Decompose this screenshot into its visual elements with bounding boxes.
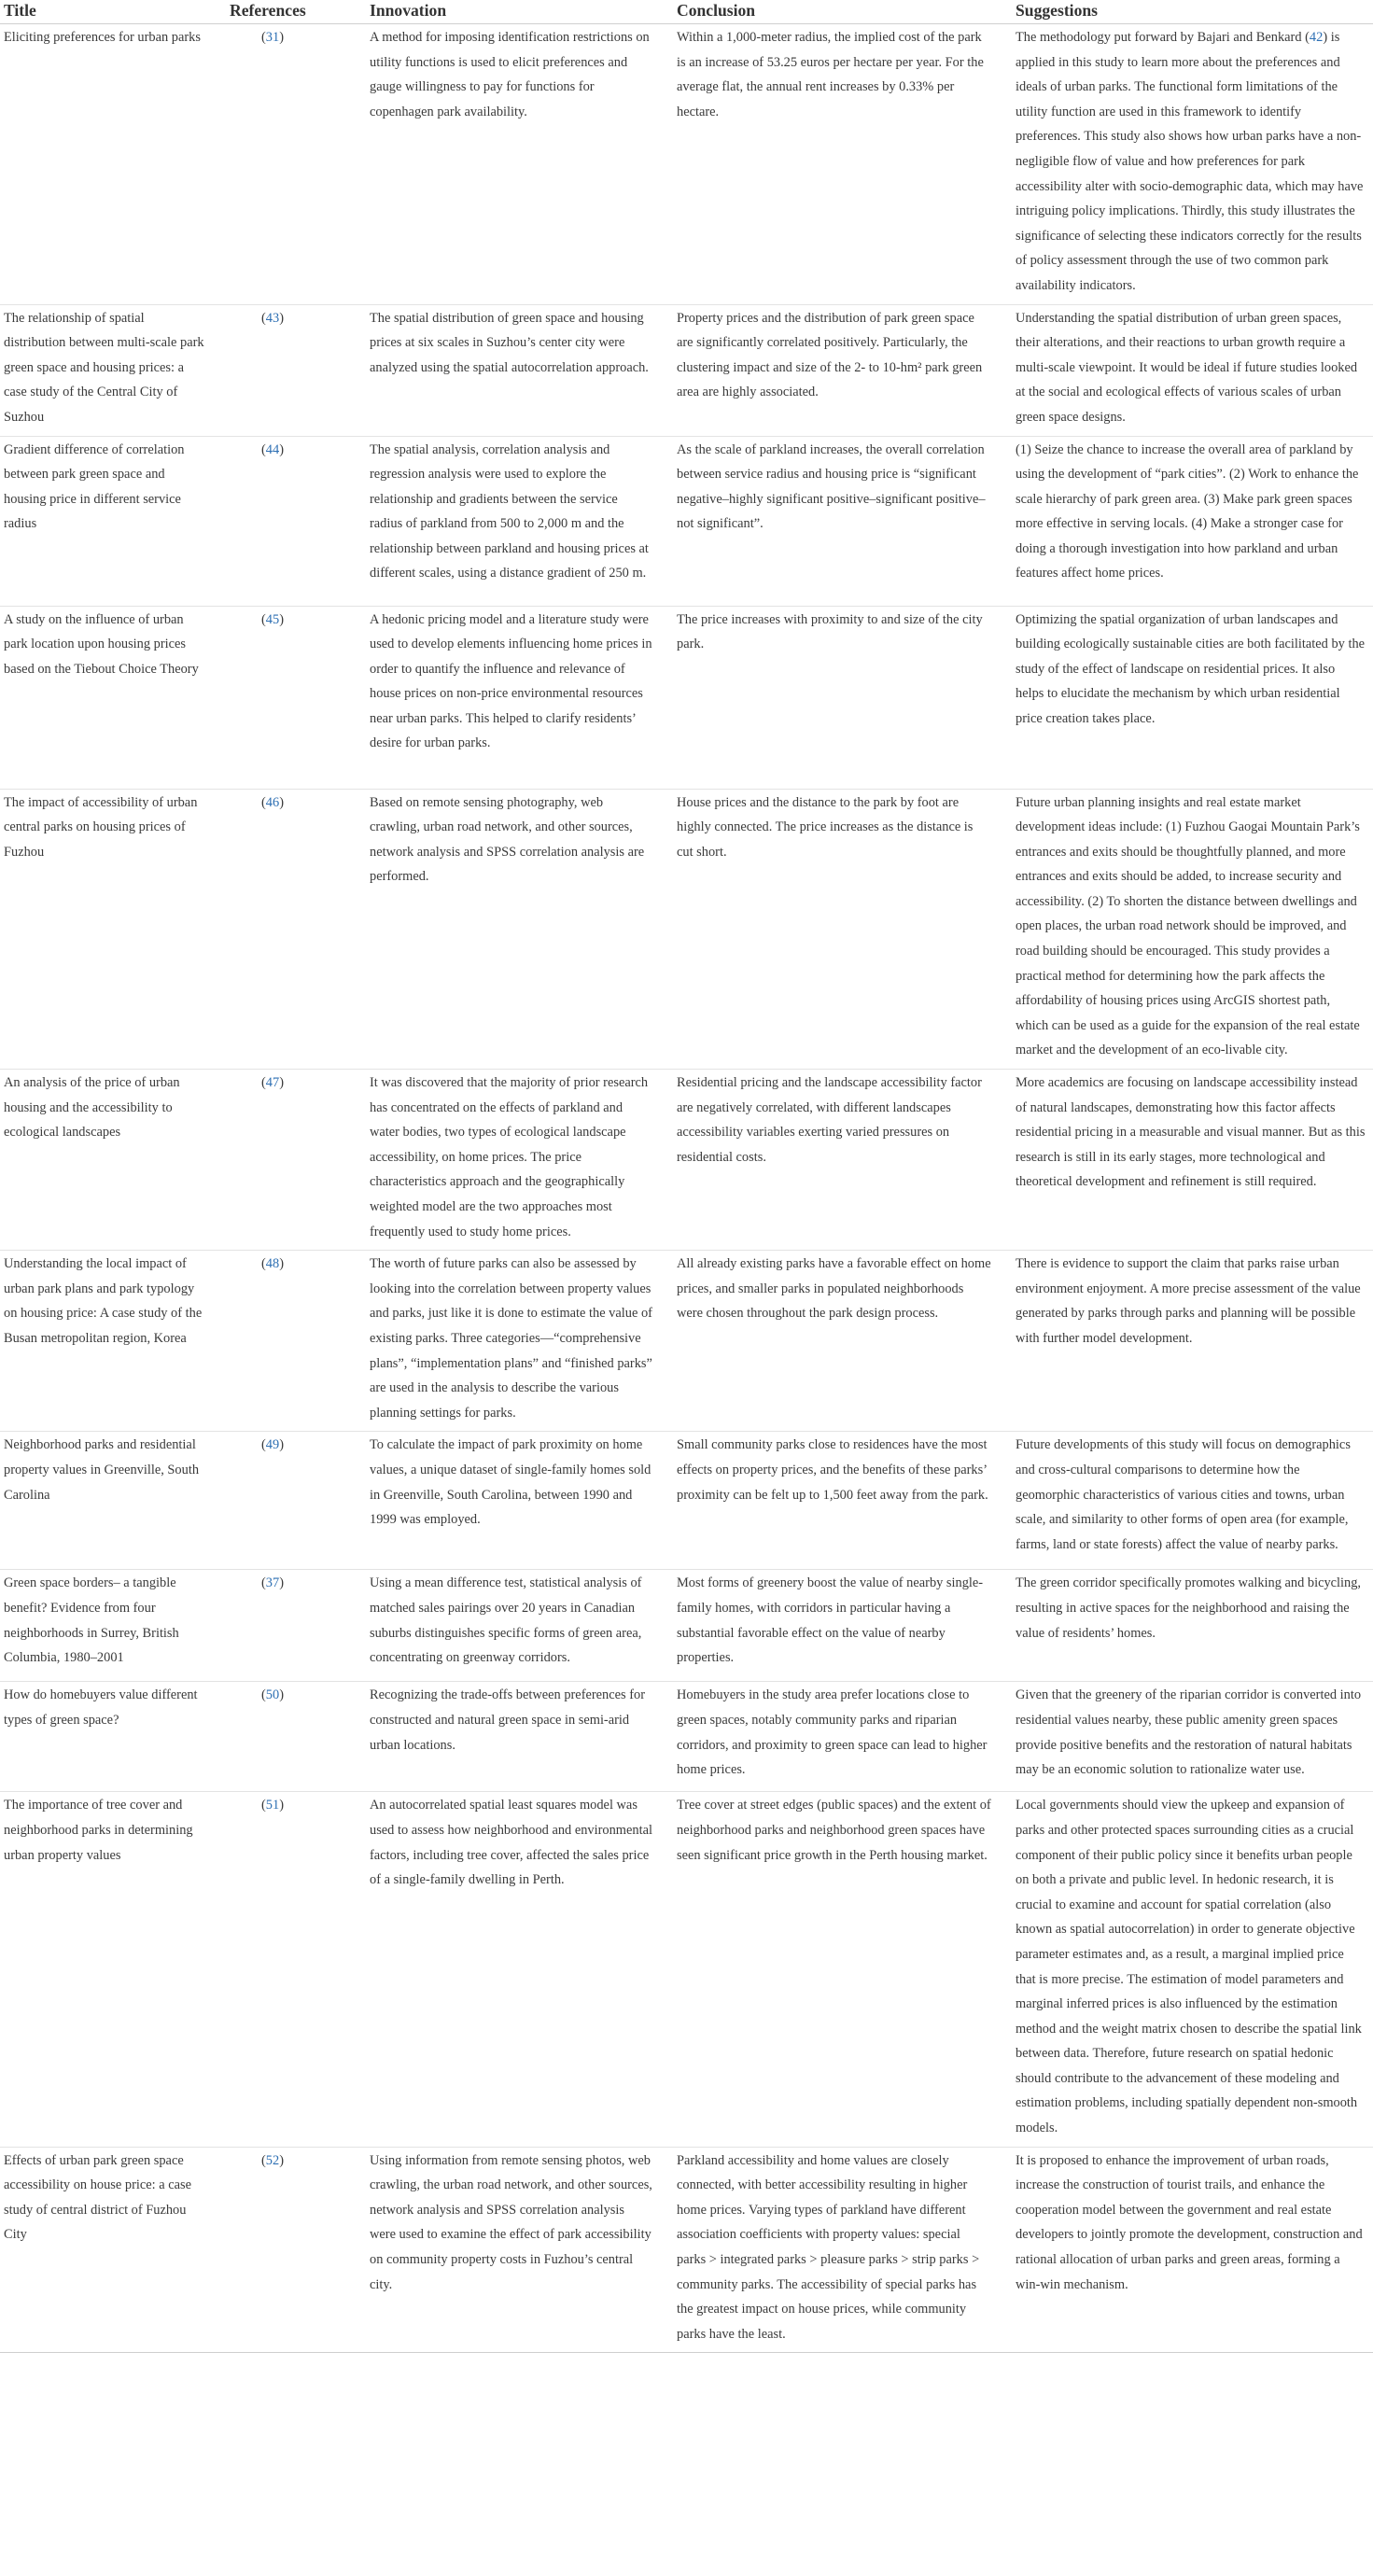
- reference-link[interactable]: 43: [265, 310, 280, 326]
- row-suggestions: Local governments should view the upkeep and expansion of parks and other protected spaces surrounding cities as a crucial component of their public policy since it benefits urban people on both a private and public level. In hedonic research, it is crucial to examine and account for spatial correlation (also known as spatial autocorrelation) in order to generate objective parameter estimates and, as a result, a marginal implied price that is more precise. The estimation of model parameters and marginal inferred prices is also influenced by the estimation method and the weight matrix chosen to describe the spatial link between data. Therefore, future research on spatial hedonic should contribute to the advancement of these modeling and estimation problems, including spatially dependent non-smooth models.: [1012, 1792, 1373, 2147]
- row-suggestions: [1012, 24, 1373, 305]
- row-conclusion: Parkland accessibility and home values are closely connected, with better accessibility resulting in higher home prices. Varying types of parkland have different association coefficients with property values: special parks > integrated parks > pleasure parks > strip parks > community parks. The accessibility of special parks has the greatest impact on house prices, while community parks have the least.: [673, 2147, 1012, 2353]
- row-title: Gradient difference of correlation between park green space and housing price in different service radius: [0, 436, 226, 606]
- row-title: Understanding the local impact of urban park plans and park typology on housing price: A case study of the Busan metropolitan region, Korea: [0, 1251, 226, 1432]
- row-conclusion: Within a 1,000-meter radius, the implied cost of the park is an increase of 53.25 euros per hectare per year. For the average flat, the annual rent increases by 0.33% per hectare.: [673, 24, 1012, 305]
- row-title: How do homebuyers value different types of green space?: [0, 1682, 226, 1792]
- header-row: [0, 0, 1373, 24]
- row-conclusion: Most forms of greenery boost the value of nearby single-family homes, with corridors in particular having a substantial favorable effect on the value of nearby properties.: [673, 1570, 1012, 1682]
- reference-link[interactable]: 46: [265, 794, 280, 810]
- row-title: The importance of tree cover and neighborhood parks in determining urban property values: [0, 1792, 226, 2147]
- row-title: An analysis of the price of urban housing and the accessibility to ecological landscapes: [0, 1070, 226, 1251]
- table-row: Gradient difference of correlation between park green space and housing price in different service radius (44) The spatial analysis, correlation analysis and regression analysis were used to explore the relationship and gradients between the service radius of parkland from 500 to 2,000 m and the relationship between parkland and housing prices at different scales, using a distance gradient of 250 m. As the scale of parkland increases, the overall correlation between service radius and housing price is “significant negative–highly significant positive–significant positive–not significant”. (1) Seize the chance to increase the overall area of parkland by using the development of “park cities”. (2) Work to enhance the scale hierarchy of park green area. (3) Make park green spaces more effective in serving locals. (4) Make a stronger case for doing a thorough investigation into how parkland and urban features affect home prices.: [0, 436, 1373, 606]
- reference-link[interactable]: 45: [265, 611, 280, 627]
- table-row: A study on the influence of urban park location upon housing prices based on the Tiebout Choice Theory (45) A hedonic pricing model and a literature study were used to develop elements influencing home prices in order to quantify the influence and relevance of house prices on non-price environmental resources near urban parks. This helped to clarify residents’ desire for urban parks. The price increases with proximity to and size of the city park. Optimizing the spatial organization of urban landscapes and building ecologically sustainable cities are both facilitated by the study of the effect of landscape on residential prices. It also helps to elucidate the mechanism by which urban residential price creation takes place.: [0, 606, 1373, 789]
- table-row: Effects of urban park green space accessibility on house price: a case study of central district of Fuzhou City (52) Using information from remote sensing photos, web crawling, the urban road network, and other sources, network analysis and SPSS correlation analysis were used to examine the effect of park accessibility on community property costs in Fuzhou’s central city. Parkland accessibility and home values are closely connected, with better accessibility resulting in higher home prices. Varying types of parkland have different association coefficients with property values: special parks > integrated parks > pleasure parks > strip parks > community parks. The accessibility of special parks has the greatest impact on house prices, while community parks have the least. It is proposed to enhance the improvement of urban roads, increase the construction of tourist trails, and enhance the cooperation model between the government and real estate developers to jointly promote the development, construction and rational allocation of urban parks and green areas, forming a win-win mechanism.: [0, 2147, 1373, 2353]
- reference-link[interactable]: 52: [265, 2152, 280, 2168]
- suggestions-text-start: The methodology put forward by Bajari and Benkard (: [1016, 30, 1310, 45]
- row-conclusion: Homebuyers in the study area prefer locations close to green spaces, notably community parks and riparian corridors, and proximity to green space can lead to higher home prices.: [673, 1682, 1012, 1792]
- row-title: Effects of urban park green space accessibility on house price: a case study of central district of Fuzhou City: [0, 2147, 226, 2353]
- row-conclusion: Property prices and the distribution of park green space are significantly correlated positively. Particularly, the clustering impact and size of the 2- to 10-hm² park green area are highly associated.: [673, 304, 1012, 436]
- table-row: Neighborhood parks and residential property values in Greenville, South Carolina (49) To calculate the impact of park proximity on home values, a unique dataset of single-family homes sold in Greenville, South Carolina, between 1990 and 1999 was employed. Small community parks close to residences have the most effects on property prices, and the benefits of these parks’ proximity can be felt up to 1,500 feet away from the park. Future developments of this study will focus on demographics and cross-cultural comparisons to determine how the geomorphic characteristics of various cities and towns, urban scale, and similarity to other forms of open area (for example, farms, land or state forests) affect the value of nearby parks.: [0, 1432, 1373, 1570]
- row-conclusion: Small community parks close to residences have the most effects on property prices, and the benefits of these parks’ proximity can be felt up to 1,500 feet away from the park.: [673, 1432, 1012, 1570]
- table-row: The impact of accessibility of urban central parks on housing prices of Fuzhou (46) Based on remote sensing photography, web crawling, urban road network, and other sources, network analysis and SPSS correlation analysis are performed. House prices and the distance to the park by foot are highly connected. The price increases as the distance is cut short. Future urban planning insights and real estate market development ideas include: (1) Fuzhou Gaogai Mountain Park’s entrances and exits should be thoughtfully planned, and more entrances and exits should be added, to increase security and accessibility. (2) To shorten the distance between dwellings and open places, the urban road network should be improved, and road building should be encouraged. This study provides a practical method for determining how the park affects the affordability of housing prices using ArcGIS shortest path, which can be used as a guide for the expansion of the real estate market and the development of an eco-livable city.: [0, 789, 1373, 1070]
- row-innovation: The spatial analysis, correlation analysis and regression analysis were used to explore the relationship and gradients between the service radius of parkland from 500 to 2,000 m and the relationship between parkland and housing prices at different scales, using a distance gradient of 250 m.: [366, 436, 673, 606]
- row-innovation: Using information from remote sensing photos, web crawling, the urban road network, and other sources, network analysis and SPSS correlation analysis were used to examine the effect of park accessibility on community property costs in Fuzhou’s central city.: [366, 2147, 673, 2353]
- row-conclusion: The price increases with proximity to and size of the city park.: [673, 606, 1012, 789]
- header-conclusion: Conclusion: [673, 0, 1012, 24]
- row-conclusion: All already existing parks have a favorable effect on home prices, and smaller parks in populated neighborhoods were chosen throughout the park design process.: [673, 1251, 1012, 1432]
- row-suggestions: (1) Seize the chance to increase the overall area of parkland by using the development of “park cities”. (2) Work to enhance the scale hierarchy of park green area. (3) Make park green spaces more effective in serving locals. (4) Make a stronger case for doing a thorough investigation into how parkland and urban features affect home prices.: [1012, 436, 1373, 606]
- row-suggestions: Future developments of this study will focus on demographics and cross-cultural comparisons to determine how the geomorphic characteristics of various cities and towns, urban scale, and similarity to other forms of open area (for example, farms, land or state forests) affect the value of nearby parks.: [1012, 1432, 1373, 1570]
- row-title: The impact of accessibility of urban central parks on housing prices of Fuzhou: [0, 789, 226, 1070]
- row-conclusion: As the scale of parkland increases, the overall correlation between service radius and housing price is “significant negative–highly significant positive–significant positive–not significant”.: [673, 436, 1012, 606]
- reference-link[interactable]: 50: [265, 1687, 280, 1703]
- row-innovation: Recognizing the trade-offs between preferences for constructed and natural green space in semi-arid urban locations.: [366, 1682, 673, 1792]
- table-row: The relationship of spatial distribution between multi-scale park green space and housing prices: a case study of the Central City of Suzhou (43) The spatial distribution of green space and housing prices at six scales in Suzhou’s center city were analyzed using the spatial autocorrelation approach. Property prices and the distribution of park green space are significantly correlated positively. Particularly, the clustering impact and size of the 2- to 10-hm² park green area are highly associated. Understanding the spatial distribution of urban green spaces, their alterations, and their reactions to urban growth require a multi-scale viewpoint. It would be ideal if future studies looked at the social and ecological effects of various scales of urban green space designs.: [0, 304, 1373, 436]
- row-conclusion: House prices and the distance to the park by foot are highly connected. The price increases as the distance is cut short.: [673, 789, 1012, 1070]
- header-suggestions: Suggestions: [1012, 0, 1373, 24]
- row-suggestions: It is proposed to enhance the improvement of urban roads, increase the construction of tourist trails, and enhance the cooperation model between the government and real estate developers to jointly promote the development, construction and rational allocation of urban parks and green areas, forming a win-win mechanism.: [1012, 2147, 1373, 2353]
- table-row: An analysis of the price of urban housing and the accessibility to ecological landscapes (47) It was discovered that the majority of prior research has concentrated on the effects of parkland and water bodies, two types of ecological landscape accessibility, on home prices. The price characteristics approach and the geographically weighted model are the two approaches most frequently used to study home prices. Residential pricing and the landscape accessibility factor are negatively correlated, with different landscapes accessibility variables exerting varied pressures on residential costs. More academics are focusing on landscape accessibility instead of natural landscapes, demonstrating how this factor affects residential pricing in a measurable and visual manner. But as this research is still in its early stages, more technological and theoretical development and refinement is still required.: [0, 1070, 1373, 1251]
- row-suggestions: Given that the greenery of the riparian corridor is converted into residential values nearby, these public amenity green spaces provide positive benefits and the restoration of natural habitats may be an economic solution to rationalize water use.: [1012, 1682, 1373, 1792]
- header-title: Title: [0, 0, 226, 24]
- row-suggestions: Optimizing the spatial organization of urban landscapes and building ecologically sustainable cities are both facilitated by the study of the effect of landscape on residential prices. It also helps to elucidate the mechanism by which urban residential price creation takes place.: [1012, 606, 1373, 789]
- row-title: A study on the influence of urban park location upon housing prices based on the Tiebout Choice Theory: [0, 606, 226, 789]
- row-title: The relationship of spatial distribution between multi-scale park green space and housing prices: a case study of the Central City of Suzhou: [0, 304, 226, 436]
- reference-link[interactable]: 42: [1309, 30, 1324, 45]
- table-row: Green space borders– a tangible benefit? Evidence from four neighborhoods in Surrey, British Columbia, 1980–2001 (37) Using a mean difference test, statistical analysis of matched sales pairings over 20 years in Canadian suburbs distinguishes specific forms of green area, concentrating on greenway corridors. Most forms of greenery boost the value of nearby single-family homes, with corridors in particular having a substantial favorable effect on the value of nearby properties. The green corridor specifically promotes walking and bicycling, resulting in active spaces for the neighborhood and raising the value of residents’ homes.: [0, 1570, 1373, 1682]
- row-innovation: Based on remote sensing photography, web crawling, urban road network, and other sources, network analysis and SPSS correlation analysis are performed.: [366, 789, 673, 1070]
- reference-link[interactable]: 47: [265, 1075, 280, 1091]
- reference-link[interactable]: 51: [265, 1798, 280, 1813]
- reference-link[interactable]: 31: [265, 30, 280, 45]
- table-body: [0, 24, 1373, 2353]
- row-title: Neighborhood parks and residential property values in Greenville, South Carolina: [0, 1432, 226, 1570]
- table-row: The importance of tree cover and neighborhood parks in determining urban property values (51) An autocorrelated spatial least squares model was used to assess how neighborhood and environmental factors, including tree cover, affected the sales price of a single-family dwelling in Perth. Tree cover at street edges (public spaces) and the extent of neighborhood parks and neighborhood green spaces have seen significant price growth in the Perth housing market. Local governments should view the upkeep and expansion of parks and other protected spaces surrounding cities as a crucial component of their public policy since it benefits urban people on both a private and public level. In hedonic research, it is crucial to examine and account for spatial correlation (also known as spatial autocorrelation) in order to generate objective parameter estimates and, as a result, a marginal implied price that is more precise. The estimation of model parameters and marginal inferred prices is also influenced by the estimation method and the weight matrix chosen to describe the spatial link between data. Therefore, future research on spatial hedonic should contribute to the advancement of these modeling and estimation problems, including spatially dependent non-smooth models.: [0, 1792, 1373, 2147]
- header-innovation: Innovation: [366, 0, 673, 24]
- row-innovation: A method for imposing identification restrictions on utility functions is used to elicit preferences and gauge willingness to pay for functions for copenhagen park availability.: [366, 24, 673, 305]
- row-innovation: Using a mean difference test, statistical analysis of matched sales pairings over 20 years in Canadian suburbs distinguishes specific forms of green area, concentrating on greenway corridors.: [366, 1570, 673, 1682]
- row-innovation: The spatial distribution of green space and housing prices at six scales in Suzhou’s center city were analyzed using the spatial autocorrelation approach.: [366, 304, 673, 436]
- row-innovation: A hedonic pricing model and a literature study were used to develop elements influencing home prices in order to quantify the influence and relevance of house prices on non-price environmental resources near urban parks. This helped to clarify residents’ desire for urban parks.: [366, 606, 673, 789]
- row-title: Green space borders– a tangible benefit? Evidence from four neighborhoods in Surrey, British Columbia, 1980–2001: [0, 1570, 226, 1682]
- row-suggestions: Future urban planning insights and real estate market development ideas include: (1) Fuzhou Gaogai Mountain Park’s entrances and exits should be thoughtfully planned, and more entrances and exits should be added, to increase security and accessibility. (2) To shorten the distance between dwellings and open places, the urban road network should be improved, and road building should be encouraged. This study provides a practical method for determining how the park affects the affordability of housing prices using ArcGIS shortest path, which can be used as a guide for the expansion of the real estate market and the development of an eco-livable city.: [1012, 789, 1373, 1070]
- suggestions-text-end: ) is applied in this study to learn more about the preferences and ideals of urban parks. The functional form limitations of the utility function are used in this framework to identify preferences. This study also shows how urban parks have a non-negligible flow of value and how preferences for park accessibility alter with socio-demographic data, which may have intriguing policy implications. Thirdly, this study illustrates the significance of selecting these indicators correctly for the results of policy assessment through the use of two common park availability indicators.: [1016, 30, 1364, 293]
- row-innovation: It was discovered that the majority of prior research has concentrated on the effects of parkland and water bodies, two types of ecological landscape accessibility, on home prices. The price characteristics approach and the geographically weighted model are the two approaches most frequently used to study home prices.: [366, 1070, 673, 1251]
- header-references: References: [226, 0, 366, 24]
- row-suggestions: There is evidence to support the claim that parks raise urban environment enjoyment. A more precise assessment of the value generated by parks through parks and planning will be possible with further model development.: [1012, 1251, 1373, 1432]
- row-title: Eliciting preferences for urban parks: [0, 24, 226, 305]
- table-header: [0, 0, 1373, 24]
- row-suggestions: The green corridor specifically promotes walking and bicycling, resulting in active spaces for the neighborhood and raising the value of residents’ homes.: [1012, 1570, 1373, 1682]
- table-row: Understanding the local impact of urban park plans and park typology on housing price: A case study of the Busan metropolitan region, Korea (48) The worth of future parks can also be assessed by looking into the correlation between property values and parks, just like it is done to estimate the value of existing parks. Three categories—“comprehensive plans”, “implementation plans” and “finished parks” are used in the analysis to describe the various planning settings for parks. All already existing parks have a favorable effect on home prices, and smaller parks in populated neighborhoods were chosen throughout the park design process. There is evidence to support the claim that parks raise urban environment enjoyment. A more precise assessment of the value generated by parks through parks and planning will be possible with further model development.: [0, 1251, 1373, 1432]
- reference-link[interactable]: 37: [265, 1575, 280, 1591]
- table-row: How do homebuyers value different types of green space? (50) Recognizing the trade-offs between preferences for constructed and natural green space in semi-arid urban locations. Homebuyers in the study area prefer locations close to green spaces, notably community parks and riparian corridors, and proximity to green space can lead to higher home prices. Given that the greenery of the riparian corridor is converted into residential values nearby, these public amenity green spaces provide positive benefits and the restoration of natural habitats may be an economic solution to rationalize water use.: [0, 1682, 1373, 1792]
- reference-link[interactable]: 44: [265, 441, 280, 457]
- row-conclusion: Residential pricing and the landscape accessibility factor are negatively correlated, with different landscapes accessibility variables exerting varied pressures on residential costs.: [673, 1070, 1012, 1251]
- reference-link[interactable]: 49: [265, 1437, 280, 1453]
- row-suggestions: Understanding the spatial distribution of urban green spaces, their alterations, and their reactions to urban growth require a multi-scale viewpoint. It would be ideal if future studies looked at the social and ecological effects of various scales of urban green space designs.: [1012, 304, 1373, 436]
- reference-link[interactable]: 48: [265, 1256, 280, 1272]
- row-suggestions: More academics are focusing on landscape accessibility instead of natural landscapes, demonstrating how this factor affects residential pricing in a measurable and visual manner. But as this research is still in its early stages, more technological and theoretical development and refinement is still required.: [1012, 1070, 1373, 1251]
- table-row: Eliciting preferences for urban parks (31) A method for imposing identification restrictions on utility functions is used to elicit preferences and gauge willingness to pay for functions for copenhagen park availability. Within a 1,000-meter radius, the implied cost of the park is an increase of 53.25 euros per hectare per year. For the average flat, the annual rent increases by 0.33% per hectare. The methodology put forward by Bajari and Benkard (42) is applied in this study to learn more about the preferences and ideals of urban parks. The functional form limitations of the utility function are used in this framework to identify preferences. This study also shows how urban parks have a non-negligible flow of value and how preferences for park accessibility alter with socio-demographic data, which may have intriguing policy implications. Thirdly, this study illustrates the significance of selecting these indicators correctly for the results of policy assessment through the use of two common park availability indicators.: [0, 24, 1373, 305]
- row-conclusion: Tree cover at street edges (public spaces) and the extent of neighborhood parks and neighborhood green spaces have seen significant price growth in the Perth housing market.: [673, 1792, 1012, 2147]
- row-innovation: To calculate the impact of park proximity on home values, a unique dataset of single-family homes sold in Greenville, South Carolina, between 1990 and 1999 was employed.: [366, 1432, 673, 1570]
- row-innovation: An autocorrelated spatial least squares model was used to assess how neighborhood and environmental factors, including tree cover, affected the sales price of a single-family dwelling in Perth.: [366, 1792, 673, 2147]
- row-innovation: The worth of future parks can also be assessed by looking into the correlation between property values and parks, just like it is done to estimate the value of existing parks. Three categories—“comprehensive plans”, “implementation plans” and “finished parks” are used in the analysis to describe the various planning settings for parks.: [366, 1251, 673, 1432]
